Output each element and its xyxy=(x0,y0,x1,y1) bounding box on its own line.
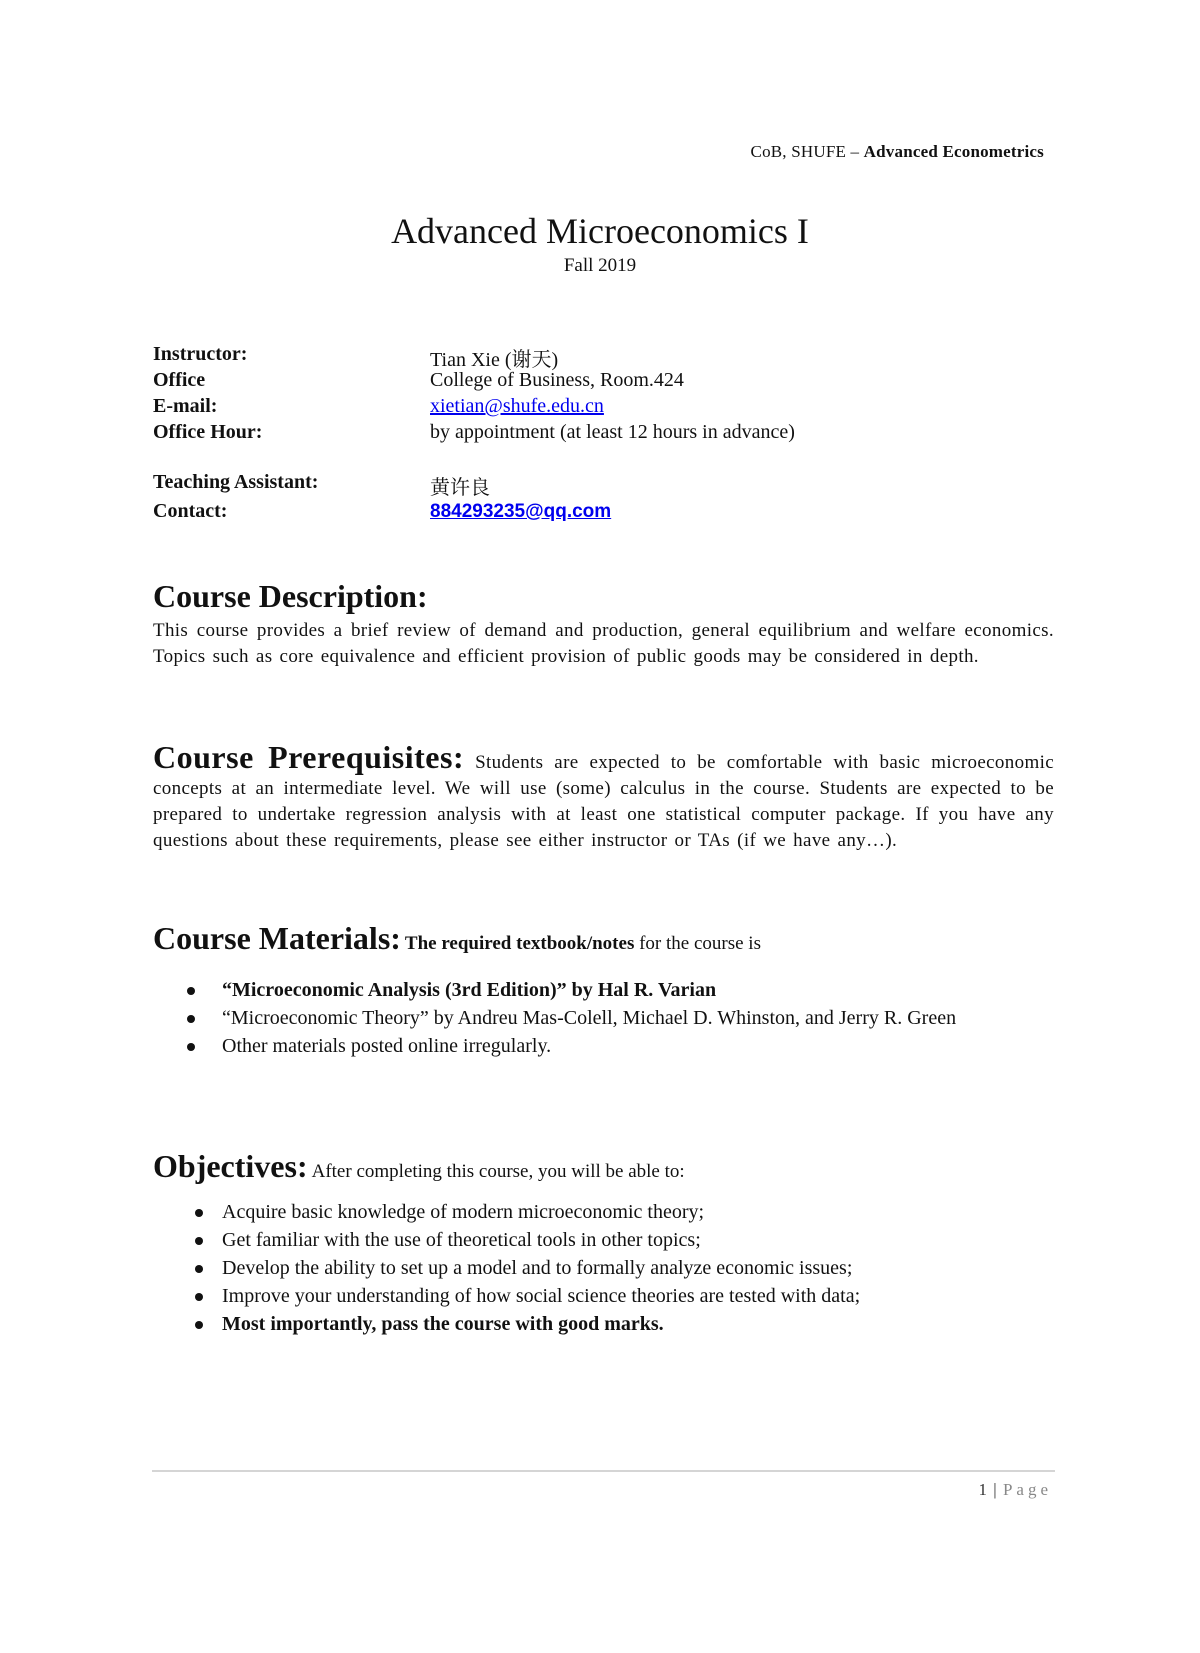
header-prefix: CoB, SHUFE – xyxy=(750,142,860,161)
document-title: Advanced Microeconomics I xyxy=(391,211,809,251)
office-hour-value: by appointment (at least 12 hours in advance) xyxy=(430,421,795,443)
office-value: College of Business, Room.424 xyxy=(430,369,684,391)
list-item: Get familiar with the use of theoretical tools in other topics; xyxy=(195,1226,1055,1254)
description-text: This course provides a brief review of demand and production, general equilibrium and welfare economics. Topics such as core equivalence and efficient provision of public goods may be considered in depth. xyxy=(153,620,1054,667)
bullet-icon xyxy=(187,1043,195,1051)
materials-intro-rest: for the course is xyxy=(634,933,761,954)
contact-label: Contact: xyxy=(153,500,228,522)
bullet-icon xyxy=(195,1321,203,1329)
bullet-icon xyxy=(195,1293,203,1301)
contact-email-link[interactable]: 884293235@qq.com xyxy=(430,501,612,522)
ta-label: Teaching Assistant: xyxy=(153,471,319,493)
bullet-icon xyxy=(195,1265,203,1273)
objectives-list xyxy=(195,1198,1055,1338)
list-item: “Microeconomic Theory” by Andreu Mas-Colell, Michael D. Whinston, and Jerry R. Green xyxy=(187,1004,1017,1032)
list-item: Develop the ability to set up a model and to formally analyze economic issues; xyxy=(195,1254,1055,1282)
prerequisites-section xyxy=(153,740,1054,854)
page-number xyxy=(979,1480,1052,1500)
page-number-value: 1 xyxy=(978,1480,989,1499)
footer-divider xyxy=(152,1470,1055,1472)
bullet-icon xyxy=(187,1015,195,1023)
prerequisites-text: Students are expected to be comfortable with basic microeconomic concepts at an intermediate level. We will use (some) calculus in the course. Students are expected to be prepared to undertake regression analysis with at least one statistical computer package. If you have any questions about these requirements, please see either instructor or TAs (if we have any…). xyxy=(153,752,1054,851)
objectives-section xyxy=(153,1148,1054,1185)
document-term: Fall 2019 xyxy=(563,255,637,276)
page-word: Page xyxy=(1002,1480,1052,1499)
list-item: Other materials posted online irregularly. xyxy=(187,1032,1017,1060)
bullet-icon xyxy=(195,1237,203,1245)
materials-intro-bold: The required textbook/notes xyxy=(404,933,635,954)
header-course: Advanced Econometrics xyxy=(863,142,1044,161)
objectives-heading: Objectives: xyxy=(153,1148,308,1184)
email-link[interactable]: xietian@shufe.edu.cn xyxy=(430,395,604,417)
materials-section xyxy=(153,920,1054,957)
objectives-intro: After completing this course, you will be able to: xyxy=(311,1161,685,1182)
list-item: Acquire basic knowledge of modern microeconomic theory; xyxy=(195,1198,1055,1226)
instructor-value: Tian Xie (谢天) xyxy=(430,349,559,371)
ta-value: 黄许良 xyxy=(430,477,490,499)
list-item: Most importantly, pass the course with good marks. xyxy=(195,1310,1055,1338)
bullet-icon xyxy=(187,987,195,995)
materials-heading: Course Materials: xyxy=(153,920,401,956)
page-separator: | xyxy=(993,1480,998,1499)
materials-list xyxy=(187,976,1017,1060)
office-label: Office xyxy=(153,369,206,391)
list-item: “Microeconomic Analysis (3rd Edition)” by Hal R. Varian xyxy=(187,976,1017,1004)
bullet-icon xyxy=(195,1209,203,1217)
list-item: Improve your understanding of how social science theories are tested with data; xyxy=(195,1282,1055,1310)
description-heading: Course Description: xyxy=(153,578,428,614)
running-header xyxy=(751,142,1044,162)
prerequisites-heading: Course Prerequisites: xyxy=(153,739,465,775)
instructor-label: Instructor: xyxy=(153,343,248,365)
email-label: E-mail: xyxy=(153,395,218,417)
office-hour-label: Office Hour: xyxy=(153,421,263,443)
